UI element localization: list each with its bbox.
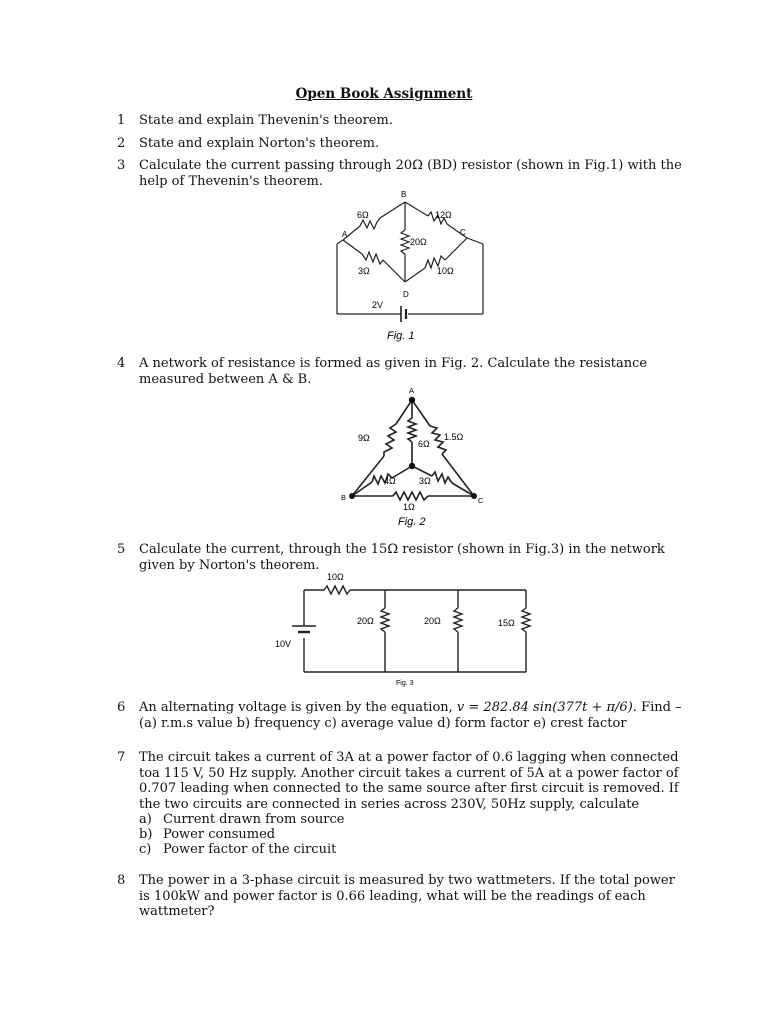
question-8 (117, 873, 687, 920)
sub-item-a (139, 812, 344, 828)
fig1-resistor-3: 3Ω (358, 266, 370, 276)
question-number: 7 (117, 750, 126, 765)
fig3-caption: Fig. 3 (396, 680, 414, 687)
fig1-source-label: 2V (372, 300, 384, 310)
fig1-node-c: C (460, 228, 466, 237)
question-text: State and explain Thevenin's theorem. (139, 113, 393, 128)
question-number: 4 (117, 356, 126, 371)
fig1-resistor-6: 6Ω (357, 210, 369, 220)
fig3-resistor-10: 10Ω (327, 572, 344, 582)
fig2-resistor-9: 9Ω (358, 433, 370, 443)
fig1-resistor-10: 10Ω (437, 266, 454, 276)
fig1-resistor-20: 20Ω (410, 237, 427, 247)
question-4 (117, 356, 687, 387)
sub-item-b (139, 827, 275, 843)
fig3-source-label: 10V (275, 639, 292, 649)
voltage-equation: v = 282.84 sin(377t + π/6). (456, 700, 637, 715)
fig1-node-b: B (401, 190, 407, 199)
sub-item-label: c) (139, 842, 152, 857)
question-text: The circuit takes a current of 3A at a power factor of 0.6 lagging when connected toa 115 V, 50 Hz supply. Another circuit takes a current of 5A at a power factor of 0.707 leading when connected to the same source after first circuit is removed. If the two circuits are connected in series across 230V, 50Hz supply, calculate (139, 750, 679, 812)
question-text: Calculate the current passing through 20Ω (BD) resistor (shown in Fig.1) with the help of Thevenin's theorem. (139, 158, 682, 189)
question-7 (117, 750, 687, 812)
fig2-resistor-1: 1Ω (403, 502, 415, 512)
fig1-caption: Fig. 1 (387, 330, 415, 342)
question-text: State and explain Norton's theorem. (139, 136, 380, 151)
question-2 (117, 136, 687, 152)
question-1 (117, 113, 687, 129)
fig2-node-c: C (478, 496, 484, 505)
question-text-continued: Find – (a) r.m.s value b) frequency c) average value d) form factor e) crest factor (139, 700, 682, 731)
fig2-node-a: A (409, 386, 415, 395)
fig3-resistor-20-b: 20Ω (424, 616, 441, 626)
fig2-caption: Fig. 2 (398, 516, 426, 528)
fig2-resistor-3: 3Ω (419, 476, 431, 486)
question-number: 1 (117, 113, 126, 128)
question-number: 6 (117, 700, 126, 715)
question-text: Calculate the current, through the 15Ω resistor (shown in Fig.3) in the network given by Norton's theorem. (139, 542, 665, 573)
fig2-resistor-6: 6Ω (418, 439, 430, 449)
sub-item-text: Current drawn from source (163, 812, 345, 827)
figure-2-triangle-network (338, 384, 488, 530)
figure-1-bridge-circuit (330, 188, 490, 346)
question-3 (117, 158, 687, 189)
sub-item-label: b) (139, 827, 153, 842)
fig1-resistor-12: 12Ω (435, 210, 452, 220)
question-number: 3 (117, 158, 126, 173)
figure-3-ladder-circuit (272, 570, 550, 688)
question-number: 5 (117, 542, 126, 557)
page-title: Open Book Assignment (295, 86, 473, 102)
sub-item-label: a) (139, 812, 152, 827)
question-text: The power in a 3-phase circuit is measured by two wattmeters. If the total power is 100kW and power factor is 0.66 leading, what will be the readings of each wattmeter? (139, 873, 675, 919)
question-number: 2 (117, 136, 126, 151)
sub-item-text: Power consumed (163, 827, 276, 842)
question-text: A network of resistance is formed as given in Fig. 2. Calculate the resistance measured between A & B. (139, 356, 648, 387)
sub-item-c (139, 842, 336, 858)
fig2-node-b: B (341, 493, 347, 502)
fig2-resistor-1-5: 1.5Ω (444, 432, 464, 442)
question-text: An alternating voltage is given by the equation, (139, 700, 453, 715)
fig1-node-a: A (342, 230, 348, 239)
fig2-resistor-4: 4Ω (384, 476, 396, 486)
fig3-resistor-15: 15Ω (498, 618, 515, 628)
question-5 (117, 542, 687, 573)
fig1-node-d: D (403, 290, 409, 299)
fig3-resistor-20-a: 20Ω (357, 616, 374, 626)
question-6 (117, 700, 687, 731)
sub-item-text: Power factor of the circuit (163, 842, 337, 857)
question-number: 8 (117, 873, 126, 888)
